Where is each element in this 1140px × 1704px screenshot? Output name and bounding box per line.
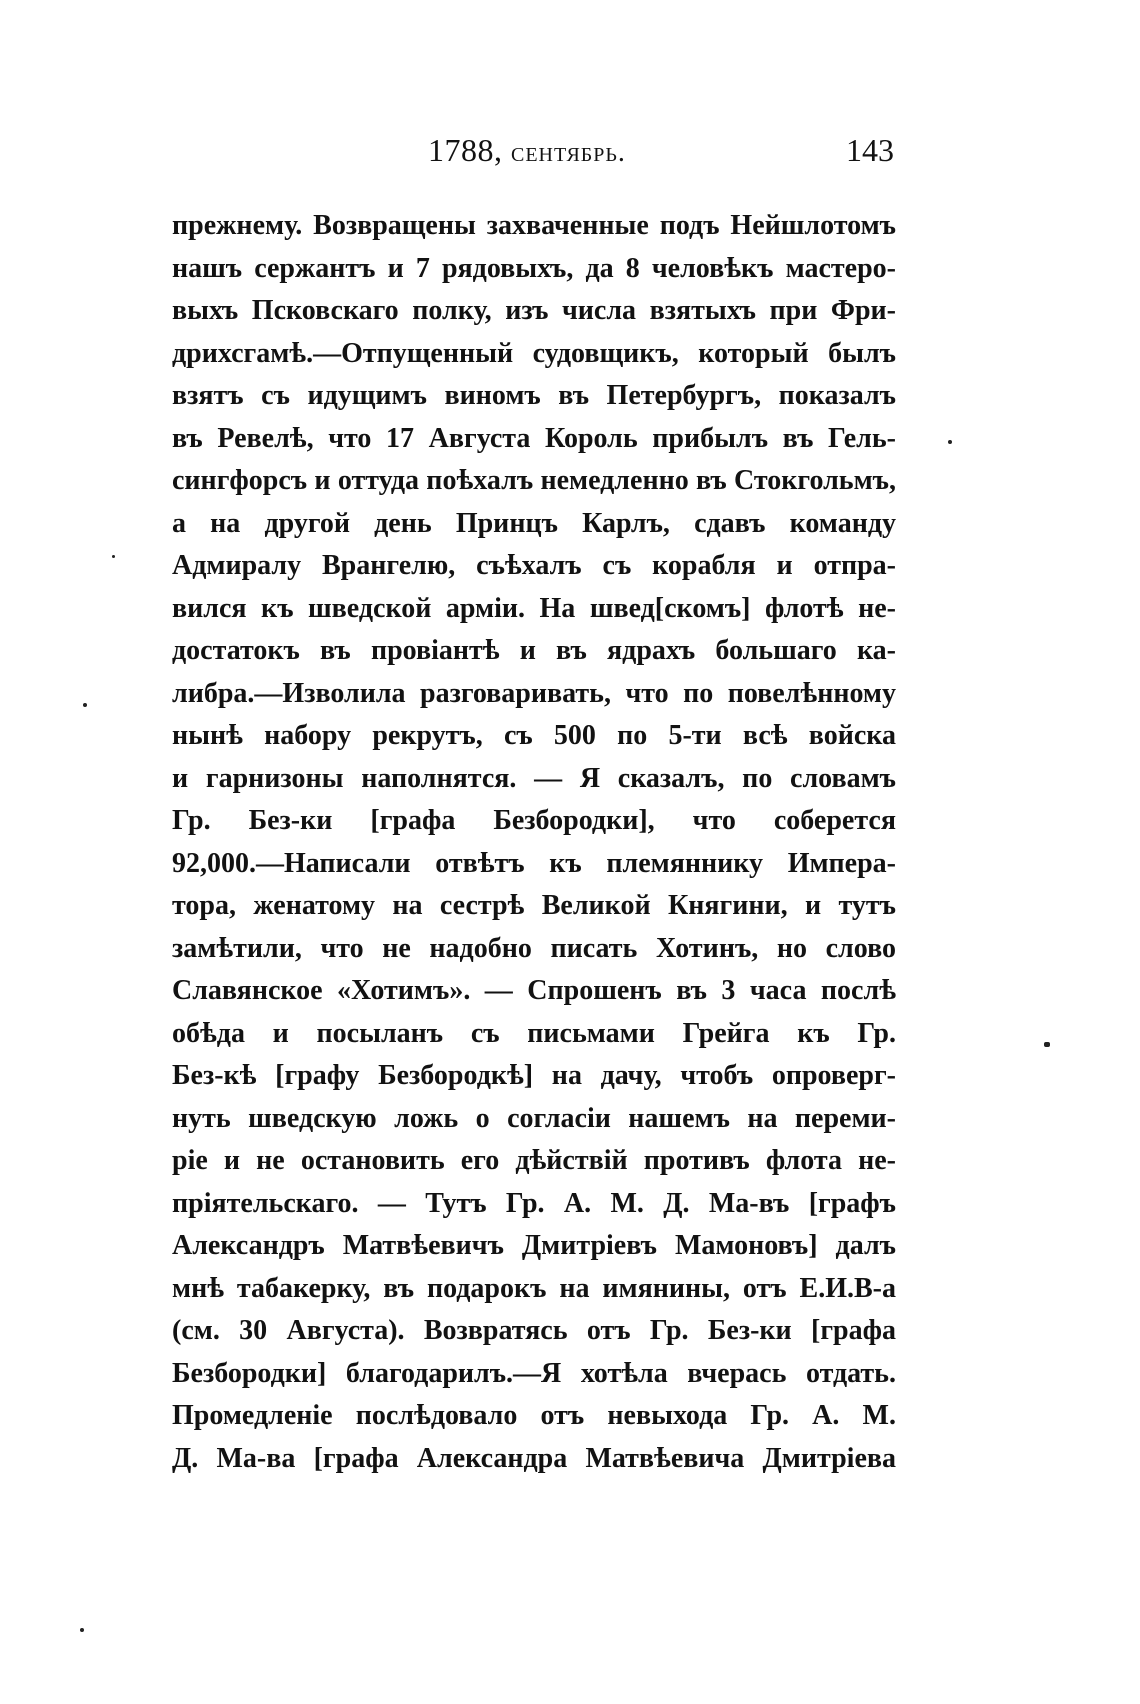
text-line: Безбородки] благодарилъ.—Я хотѣла вчерась отдать. <box>172 1357 896 1389</box>
text-line: взятъ съ идущимъ виномъ въ Петербургъ, показалъ <box>172 380 896 411</box>
text-line: и гарнизоны наполнятся. — Я сказалъ, по словамъ <box>172 762 896 794</box>
scan-speck <box>948 440 952 444</box>
text-line: ріе и не остановить его дѣйствій противъ флота не- <box>172 1145 896 1176</box>
text-line: (см. 30 Августа). Возвратясь отъ Гр. Без-ки [графа <box>172 1315 896 1346</box>
text-line: выхъ Псковскаго полку, изъ числа взятыхъ при Фри- <box>172 295 896 326</box>
running-head <box>0 128 1140 172</box>
text-line: Без-кѣ [графу Безбородкѣ] на дачу, чтобъ опроверг- <box>172 1060 896 1091</box>
scan-speck <box>1044 1042 1050 1047</box>
text-line: Промедленіе послѣдовало отъ невыхода Гр. А. М. <box>172 1400 896 1431</box>
text-line: прежнему. Возвращены захваченные подъ Нейшлотомъ <box>172 210 896 241</box>
text-line: Д. Ма-ва [графа Александра Матвѣевича Дмитріева <box>172 1442 896 1474</box>
text-line: дрихсгамѣ.—Отпущенный судовщикъ, который былъ <box>172 337 896 369</box>
page-number: 143 <box>846 132 894 168</box>
scan-speck <box>80 1628 84 1632</box>
body-text <box>172 205 896 1480</box>
running-title-year: 1788, <box>428 132 503 168</box>
text-line: вился къ шведской арміи. На швед[скомъ] флотѣ не- <box>172 592 896 624</box>
text-line: въ Ревелѣ, что 17 Августа Король прибылъ въ Гель- <box>172 422 896 454</box>
text-line: сингфорсъ и оттуда поѣхалъ немедленно въ Стокгольмъ, <box>172 465 896 496</box>
text-line: Славянское «Хотимъ». — Спрошенъ въ 3 часа послѣ <box>172 975 896 1006</box>
text-line: мнѣ табакерку, въ подарокъ на имянины, отъ Е.И.В-а <box>172 1272 896 1304</box>
text-line: достатокъ въ провіантѣ и въ ядрахъ большаго ка- <box>172 635 896 666</box>
text-line: пріятельскаго. — Тутъ Гр. А. М. Д. Ма-въ [графъ <box>172 1187 896 1219</box>
text-line: а на другой день Принцъ Карлъ, сдавъ команду <box>172 507 896 539</box>
text-line: Адмиралу Врангелю, съѣхалъ съ корабля и отпра- <box>172 550 896 581</box>
running-title-month: сентябрь. <box>511 137 626 168</box>
text-line: обѣда и посыланъ съ письмами Грейга къ Гр. <box>172 1017 896 1049</box>
running-title <box>428 128 626 175</box>
text-line: нашъ сержантъ и 7 рядовыхъ, да 8 человѣкъ мастеро- <box>172 252 896 284</box>
text-line: 92,000.—Написали отвѣтъ къ племяннику Импера- <box>172 847 896 879</box>
text-line: тора, женатому на сестрѣ Великой Княгини, и тутъ <box>172 890 896 921</box>
text-line: нуть шведскую ложь о согласіи нашемъ на переми- <box>172 1102 896 1134</box>
text-line: нынѣ набору рекрутъ, съ 500 по 5-ти всѣ войска <box>172 720 896 751</box>
text-line: замѣтили, что не надобно писать Хотинъ, но слово <box>172 932 896 964</box>
text-line: Гр. Без-ки [графа Безбородки], что соберется <box>172 805 896 836</box>
text-line: либра.—Изволила разговаривать, что по повелѣнному <box>172 677 896 709</box>
scan-speck <box>112 555 115 558</box>
scan-speck <box>83 703 87 707</box>
text-line: Александръ Матвѣевичъ Дмитріевъ Мамоновъ] далъ <box>172 1230 896 1261</box>
